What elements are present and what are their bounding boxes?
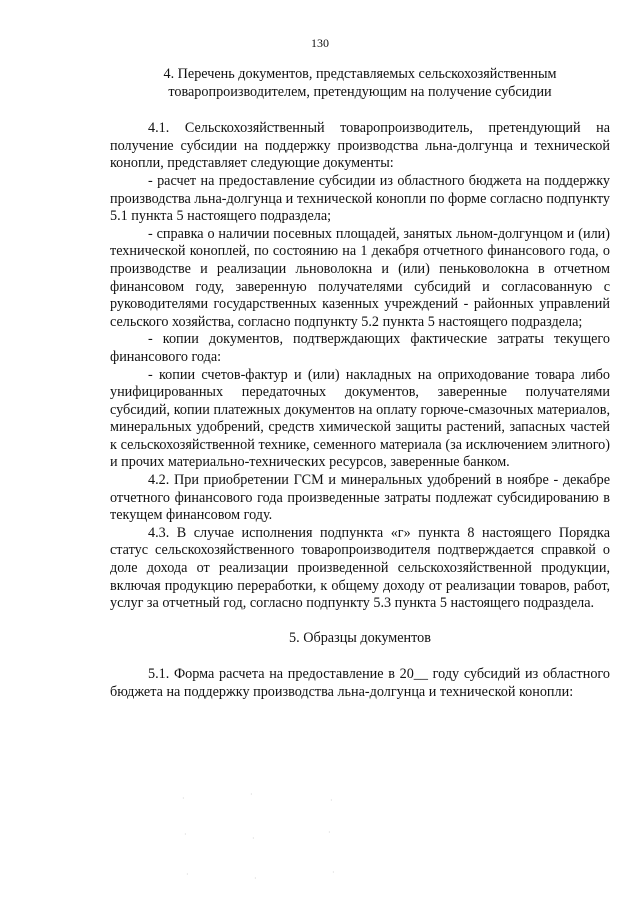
paragraph-4-2: 4.2. При приобретении ГСМ и минеральных удобрений в ноябре - декабре отчетного финансового года произведенные затраты подлежат субсидированию в текущем финансовом году. [110, 472, 610, 524]
paragraph-4-3: 4.3. В случае исполнения подпункта «г» пункта 8 настоящего Порядка статус сельскохозяйственного товаропроизводителя подтверждается справкой о доле дохода от реализации произведенной сельскохозяйственной продукции, включая продукцию переработки, к общему доходу от реализации товаров, работ, услуг за отчетный год, согласно подпункту 5.3 пункта 5 настоящего подраздела. [110, 524, 610, 612]
list-item-calculation: - расчет на предоставление субсидии из областного бюджета на поддержку производства льна-долгунца и технической конопли по форме согласно подпункту 5.1 пункта 5 настоящего подраздела; [110, 172, 610, 225]
paragraph-5-1: 5.1. Форма расчета на предоставление в 20__ году субсидий из областного бюджета на поддержку производства льна-долгунца и технической конопли: [110, 666, 610, 700]
list-subitem-invoices: - копии счетов-фактур и (или) накладных на оприходование товара либо унифицированных передаточных документов, заверенные получателями субсидий, копии платежных документов на оплату горюче-смазочных материалов, минеральных удобрений, средств химической защиты растений, запасных частей к сельскохозяйственной технике, семенного материала (за исключением элитного) и прочих материально-технических ресурсов, заверенные банком. [110, 366, 610, 471]
list-item-expense-documents: - копии документов, подтверждающих фактические затраты текущего финансового года: [110, 331, 610, 365]
scan-noise: · · · · · · · · · [182, 790, 335, 883]
page-number: 130 [311, 36, 329, 50]
section-4-heading-line-2: товаропроизводителем, претендующим на получение субсидии [168, 83, 552, 100]
section-5-heading: 5. Образцы документов [289, 629, 431, 646]
document-body [110, 66, 610, 702]
paragraph-4-1: 4.1. Сельскохозяйственный товаропроизводитель, претендующий на получение субсидии на поддержку производства льна-долгунца и технической конопли, представляет следующие документы: [110, 120, 610, 172]
section-4-heading-line-1: 4. Перечень документов, представляемых сельскохозяйственным [163, 66, 557, 82]
list-item-certificate: - справка о наличии посевных площадей, занятых льном-долгунцом и (или) технической коноплей, по состоянию на 1 декабря отчетного финансового года, о производстве и реализации льноволокна и (или) пеньковолокна в отчетном финансовом году, заверенную получателями субсидий и согласованную с руководителями государственных казенных учреждений - районных управлений сельского хозяйства, согласно подпункту 5.2 пункта 5 настоящего подраздела; [110, 225, 610, 330]
section-4-heading [110, 66, 610, 101]
